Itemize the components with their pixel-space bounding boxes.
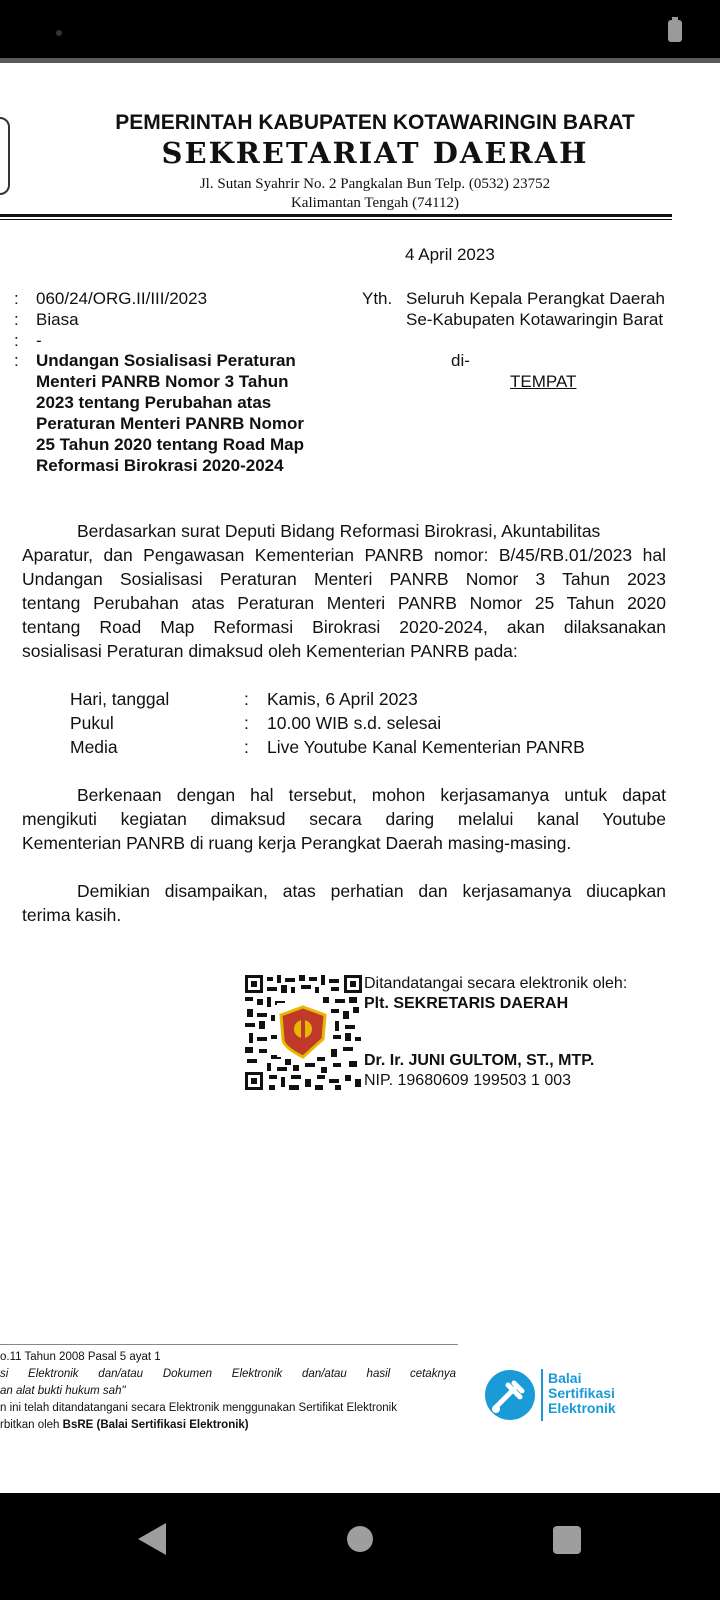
signatory-name: Dr. Ir. JUNI GULTOM, ST., MTP. [364, 1052, 595, 1069]
regional-seal-icon [277, 1003, 329, 1057]
detail-colon: : [244, 737, 249, 757]
paragraph-line: mengikuti kegiatan dimaksud secara daring melalui kanal Youtube [22, 809, 666, 829]
footer-law-reference: o.11 Tahun 2008 Pasal 5 ayat 1 [0, 1351, 161, 1363]
notification-dot-icon [56, 30, 62, 36]
body-paragraph-3 [22, 879, 666, 927]
battery-icon [668, 20, 682, 42]
detail-colon: : [244, 689, 249, 709]
footer-quote-line: si Elektronik dan/atau Dokumen Elektronik dan/atau hasil cetaknya [0, 1368, 456, 1380]
detail-value: 10.00 WIB s.d. selesai [267, 713, 442, 733]
footer-issuer: rbitkan oleh BsRE (Balai Sertifikasi Elektronik) [0, 1419, 249, 1431]
signature-qr-code [245, 975, 362, 1090]
letter-number: 060/24/ORG.II/III/2023 [36, 289, 208, 308]
paragraph-line: terima kasih. [22, 905, 122, 925]
subject-line: Peraturan Menteri PANRB Nomor [36, 414, 304, 433]
navigation-bar [0, 1493, 720, 1600]
detail-value: Live Youtube Kanal Kementerian PANRB [267, 737, 585, 757]
subject-line: 25 Tahun 2020 tentang Road Map [36, 435, 304, 454]
paragraph-line: Berkenaan dengan hal tersebut, mohon kerjasamanya untuk dapat [77, 785, 666, 805]
detail-colon: : [244, 713, 249, 733]
footer-quote-line: an alat bukti hukum sah" [0, 1385, 126, 1397]
paragraph-line: Berdasarkan surat Deputi Bidang Reformasi Birokrasi, Akuntabilitas [77, 521, 601, 541]
paragraph-line: tentang Perubahan atas Peraturan Menteri PANRB Nomor 25 Tahun 2020 [22, 593, 666, 613]
signature-caption: Ditandatangai secara elektronik oleh: [364, 975, 628, 992]
recipient-place: TEMPAT [510, 372, 577, 391]
recipient-yth: Yth. [362, 289, 393, 308]
detail-label: Media [70, 737, 118, 757]
detail-label: Pukul [70, 713, 114, 733]
letterhead-office: SEKRETARIAT DAERAH [161, 136, 589, 170]
footer-statement: n ini telah ditandatangani secara Elektronik menggunakan Sertifikat Elektronik [0, 1402, 397, 1414]
detail-value: Kamis, 6 April 2023 [267, 689, 418, 709]
bsre-divider [541, 1369, 543, 1421]
subject-line: Reformasi Birokrasi 2020-2024 [36, 456, 284, 475]
recipient-di: di- [451, 351, 470, 370]
letter-nature: Biasa [36, 310, 79, 329]
letterhead-rule-thin [0, 219, 672, 220]
recipient-line: Seluruh Kepala Perangkat Daerah [406, 289, 665, 308]
body-paragraph-2 [22, 783, 666, 855]
letterhead-government: PEMERINTAH KABUPATEN KOTAWARINGIN BARAT [115, 111, 635, 134]
letter-attachment: - [36, 331, 42, 350]
status-bar [0, 0, 720, 58]
letterhead-address: Jl. Sutan Syahrir No. 2 Pangkalan Bun Telp. (0532) 23752 [199, 176, 551, 192]
letterhead-region: Kalimantan Tengah (74112) [290, 195, 460, 211]
paragraph-line: Kementerian PANRB di ruang kerja Perangkat Daerah masing-masing. [22, 833, 572, 853]
letter-date: 4 April 2023 [405, 245, 495, 264]
detail-label: Hari, tanggal [70, 689, 170, 709]
paragraph-line: Undangan Sosialisasi Peraturan Menteri PANRB Nomor 3 Tahun 2023 [22, 569, 666, 589]
document-page [0, 63, 720, 1493]
bsre-wordmark: Balai Sertifikasi Elektronik [548, 1370, 616, 1416]
paragraph-line: Aparatur, dan Pengawasan Kementerian PANRB nomor: B/45/RB.01/2023 hal [22, 545, 666, 565]
subject-line: Undangan Sosialisasi Peraturan [36, 351, 296, 370]
subject-colon: : [14, 351, 19, 370]
number-colon: : [14, 289, 19, 308]
letterhead-rule-thick [0, 214, 672, 217]
back-icon[interactable] [138, 1523, 166, 1555]
recipient-line: Se-Kabupaten Kotawaringin Barat [406, 310, 664, 329]
subject-line: 2023 tentang Perubahan atas [36, 393, 272, 412]
nature-colon: : [14, 310, 19, 329]
paragraph-line: Demikian disampaikan, atas perhatian dan kerjasamanya diucapkan [77, 881, 666, 901]
signature-position: Plt. SEKRETARIS DAERAH [364, 995, 569, 1012]
paragraph-line: sosialisasi Peraturan dimaksud oleh Kementerian PANRB pada: [22, 641, 518, 661]
paragraph-line: tentang Road Map Reformasi Birokrasi 2020-2024, akan dilaksanakan [22, 617, 666, 637]
bsre-logo-icon [484, 1369, 536, 1421]
attachment-colon: : [14, 331, 19, 350]
footer-divider [0, 1344, 458, 1345]
body-paragraph-1 [22, 519, 666, 663]
signatory-nip: NIP. 19680609 199503 1 003 [364, 1072, 572, 1089]
subject-line: Menteri PANRB Nomor 3 Tahun [36, 372, 289, 391]
home-icon[interactable] [347, 1526, 373, 1552]
recent-apps-icon[interactable] [553, 1526, 581, 1554]
